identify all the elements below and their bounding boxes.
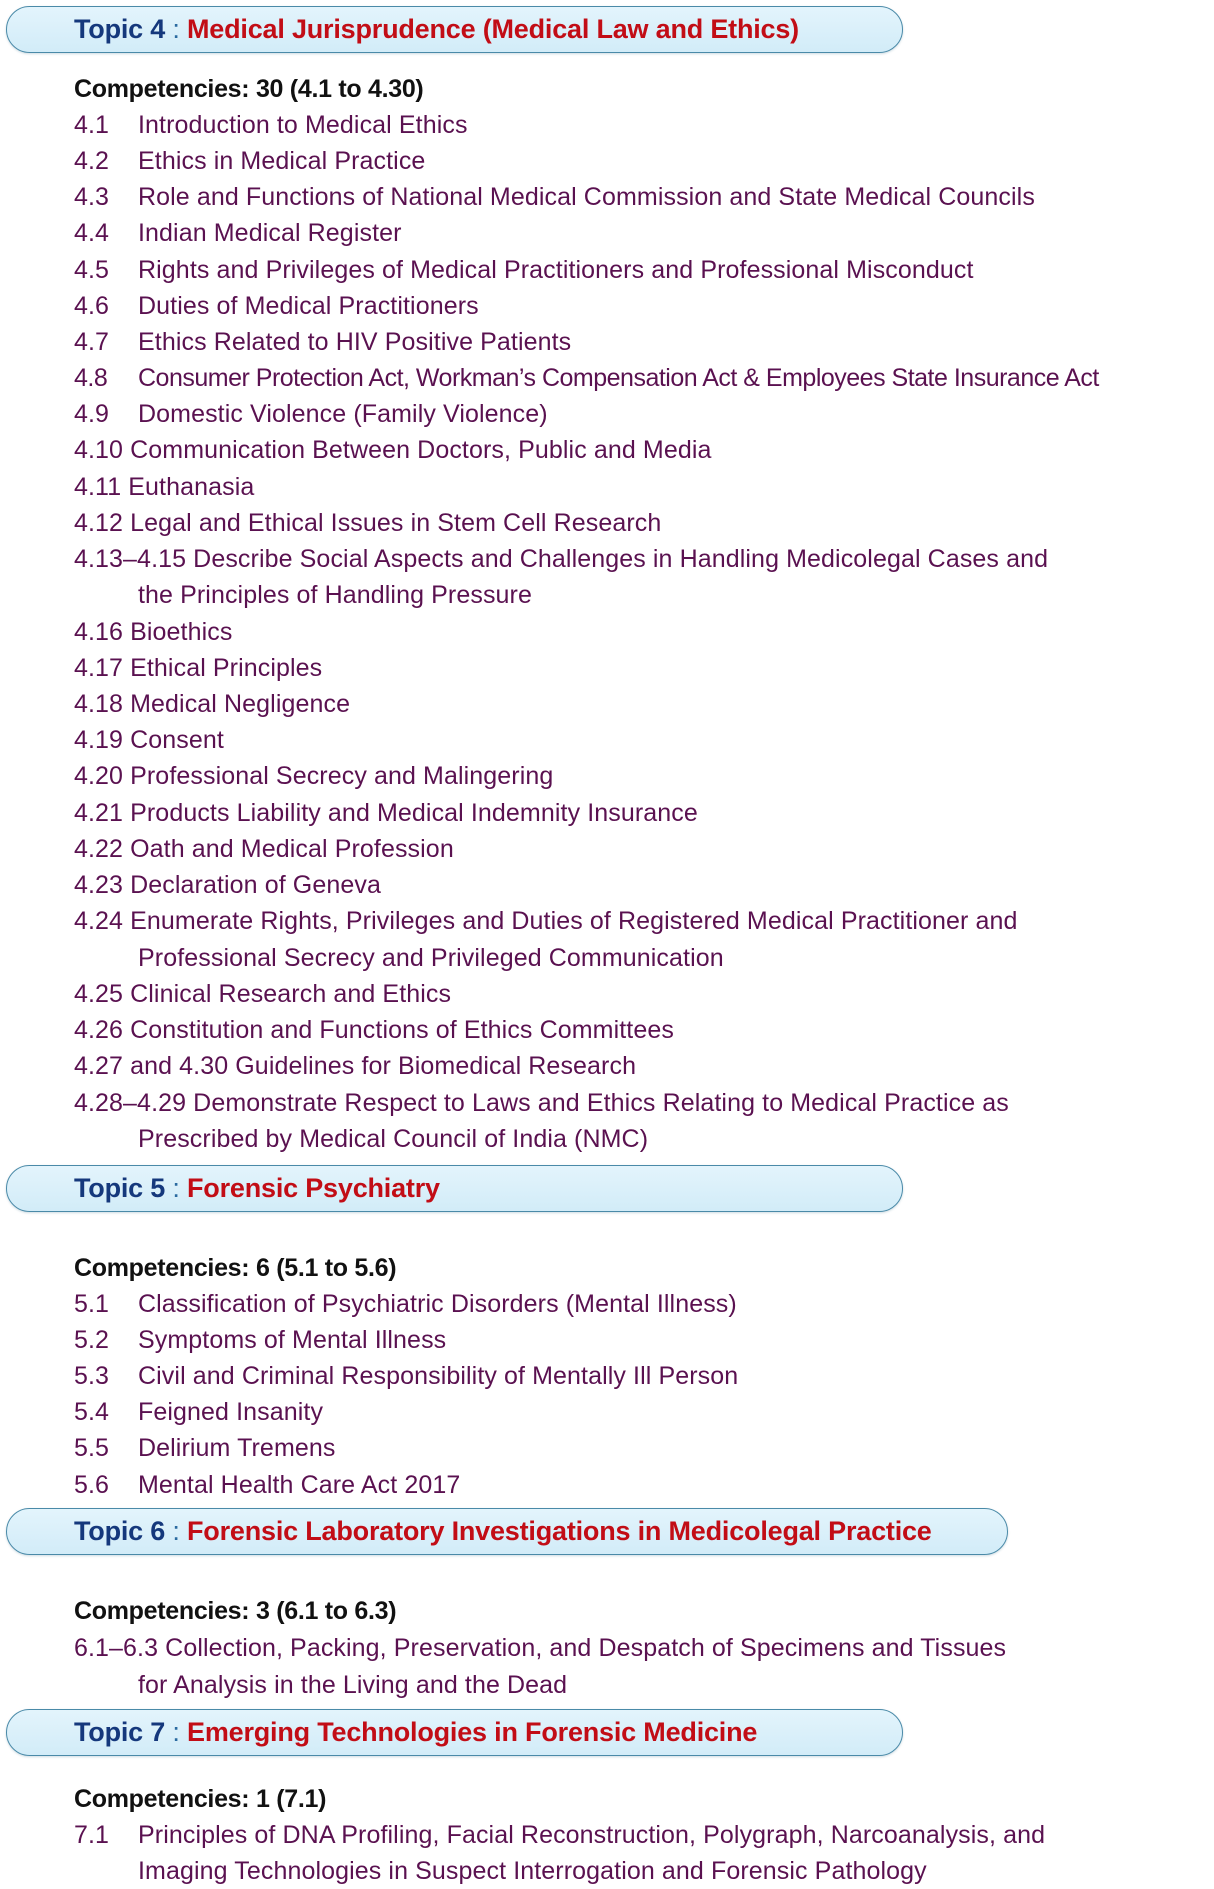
item-text: Oath and Medical Profession (130, 835, 454, 863)
topic-7-header (6, 1709, 903, 1756)
item-text: Clinical Research and Ethics (130, 980, 452, 1008)
list-item (74, 291, 479, 321)
list-item (74, 1325, 446, 1355)
item-continuation: the Principles of Handling Pressure (138, 581, 532, 609)
item-number: 4.19 (74, 726, 124, 754)
list-item (74, 435, 711, 465)
list-item (74, 617, 232, 647)
list-item (74, 834, 454, 864)
list-item (74, 1015, 674, 1045)
item-number: 4.28–4.29 (74, 1089, 187, 1117)
topic-6-header (6, 1508, 1008, 1555)
item-continuation: Professional Secrecy and Privileged Communication (138, 944, 724, 972)
topic-label: Topic 4 (74, 14, 166, 44)
item-number: 4.6 (74, 292, 110, 320)
topic-title: Medical Jurisprudence (Medical Law and Ethics) (187, 14, 799, 44)
item-text: Ethics Related to HIV Positive Patients (138, 328, 572, 356)
list-item (74, 1470, 460, 1500)
item-number: 4.23 (74, 871, 124, 899)
item-text: Legal and Ethical Issues in Stem Cell Research (130, 509, 662, 537)
item-text: Consumer Protection Act, Workman’s Compensation Act & Employees State Insurance Act (138, 364, 1099, 392)
topic-title: Emerging Technologies in Forensic Medicine (187, 1717, 758, 1747)
item-number: 6.1–6.3 (74, 1634, 159, 1662)
item-number: 4.20 (74, 762, 124, 790)
list-item (74, 870, 381, 900)
item-number: 4.22 (74, 835, 124, 863)
item-number: 4.12 (74, 509, 124, 537)
item-number: 4.25 (74, 980, 124, 1008)
competencies-count: Competencies: 3 (6.1 to 6.3) (74, 1597, 397, 1625)
topic-label: Topic 6 (74, 1516, 166, 1546)
list-item (74, 508, 661, 538)
list-item (74, 399, 548, 429)
list-item (74, 255, 974, 285)
item-number: 4.16 (74, 618, 124, 646)
item-number: 4.9 (74, 400, 110, 428)
list-item (74, 725, 224, 755)
item-text: Describe Social Aspects and Challenges in Handling Medicolegal Cases and (193, 545, 1049, 573)
item-text: Guidelines for Biomedical Research (235, 1052, 637, 1080)
item-number: 5.2 (74, 1326, 110, 1354)
item-number: 4.13–4.15 (74, 545, 187, 573)
item-number: 4.11 (74, 473, 122, 501)
list-item (74, 1088, 1009, 1118)
item-number: 5.5 (74, 1434, 110, 1462)
list-item (74, 1397, 323, 1427)
item-number: 7.1 (74, 1821, 110, 1849)
list-item (74, 1361, 738, 1391)
item-text: Indian Medical Register (138, 219, 402, 247)
item-number: 4.1 (74, 111, 110, 139)
list-item (74, 979, 451, 1009)
list-item (74, 146, 425, 176)
list-item (74, 906, 1018, 936)
topic-separator: : (165, 1717, 188, 1747)
topic-5-header (6, 1165, 903, 1212)
list-item (74, 327, 571, 357)
item-text: Constitution and Functions of Ethics Committees (130, 1016, 674, 1044)
item-number: 4.18 (74, 690, 124, 718)
item-text: Euthanasia (128, 473, 255, 501)
list-item (74, 218, 402, 248)
list-item (74, 1289, 737, 1319)
item-number: 5.4 (74, 1398, 110, 1426)
list-item (74, 653, 322, 683)
topic-4-header (6, 6, 903, 53)
item-text: Demonstrate Respect to Laws and Ethics Relating to Medical Practice as (193, 1089, 1009, 1117)
item-text: Introduction to Medical Ethics (138, 111, 468, 139)
item-text: Communication Between Doctors, Public and Media (130, 436, 712, 464)
list-item (74, 1051, 636, 1081)
item-continuation: for Analysis in the Living and the Dead (138, 1671, 568, 1699)
list-item (74, 1820, 1045, 1850)
list-item (74, 1433, 335, 1463)
item-text: Feigned Insanity (138, 1398, 324, 1426)
item-text: Bioethics (130, 618, 233, 646)
topic-label: Topic 7 (74, 1717, 166, 1747)
item-number: 4.3 (74, 183, 110, 211)
item-text: Products Liability and Medical Indemnity Insurance (130, 799, 698, 827)
item-text: Domestic Violence (Family Violence) (138, 400, 548, 428)
item-number: 4.7 (74, 328, 110, 356)
item-number: 4.17 (74, 654, 124, 682)
item-text: Classification of Psychiatric Disorders (Mental Illness) (138, 1290, 737, 1318)
item-text: Declaration of Geneva (130, 871, 381, 899)
list-item (74, 689, 350, 719)
item-text: Role and Functions of National Medical Commission and State Medical Councils (138, 183, 1035, 211)
list-item (74, 182, 1035, 212)
list-item (74, 1633, 1006, 1663)
competencies-count: Competencies: 30 (4.1 to 4.30) (74, 75, 424, 103)
item-text: Civil and Criminal Responsibility of Mentally Ill Person (138, 1362, 739, 1390)
topic-separator: : (165, 1516, 188, 1546)
item-text: Delirium Tremens (138, 1434, 336, 1462)
item-number: 4.5 (74, 256, 110, 284)
item-text: Mental Health Care Act 2017 (138, 1471, 461, 1499)
item-number: 4.4 (74, 219, 110, 247)
item-continuation: Imaging Technologies in Suspect Interrogation and Forensic Pathology (138, 1857, 927, 1885)
item-text: Professional Secrecy and Malingering (130, 762, 554, 790)
list-item (74, 363, 1099, 393)
item-text: Medical Negligence (130, 690, 351, 718)
list-item (74, 110, 468, 140)
item-number: 4.21 (74, 799, 124, 827)
item-number: 5.1 (74, 1290, 110, 1318)
item-number: 5.3 (74, 1362, 110, 1390)
topic-label: Topic 5 (74, 1173, 166, 1203)
item-number: 5.6 (74, 1471, 110, 1499)
item-text: Ethics in Medical Practice (138, 147, 426, 175)
item-continuation: Prescribed by Medical Council of India (NMC) (138, 1125, 649, 1153)
topic-title: Forensic Laboratory Investigations in Medicolegal Practice (187, 1516, 932, 1546)
competencies-count: Competencies: 1 (7.1) (74, 1785, 327, 1813)
competencies-count: Competencies: 6 (5.1 to 5.6) (74, 1254, 397, 1282)
item-text: Rights and Privileges of Medical Practitioners and Professional Misconduct (138, 256, 974, 284)
item-text: Symptoms of Mental Illness (138, 1326, 447, 1354)
item-number: 4.8 (74, 364, 108, 392)
list-item (74, 798, 698, 828)
topic-separator: : (165, 1173, 188, 1203)
topic-separator: : (165, 14, 188, 44)
item-text: Enumerate Rights, Privileges and Duties of Registered Medical Practitioner and (130, 907, 1018, 935)
topic-title: Forensic Psychiatry (187, 1173, 440, 1203)
list-item (74, 472, 254, 502)
item-number: 4.26 (74, 1016, 124, 1044)
item-text: Principles of DNA Profiling, Facial Reconstruction, Polygraph, Narcoanalysis, and (138, 1821, 1046, 1849)
item-number: 4.10 (74, 436, 124, 464)
list-item (74, 544, 1048, 574)
item-number: 4.24 (74, 907, 124, 935)
item-number: 4.27 and 4.30 (74, 1052, 229, 1080)
item-number: 4.2 (74, 147, 110, 175)
item-text: Ethical Principles (130, 654, 323, 682)
item-text: Duties of Medical Practitioners (138, 292, 479, 320)
list-item (74, 761, 553, 791)
item-text: Collection, Packing, Preservation, and Despatch of Specimens and Tissues (165, 1634, 1007, 1662)
item-text: Consent (130, 726, 224, 754)
